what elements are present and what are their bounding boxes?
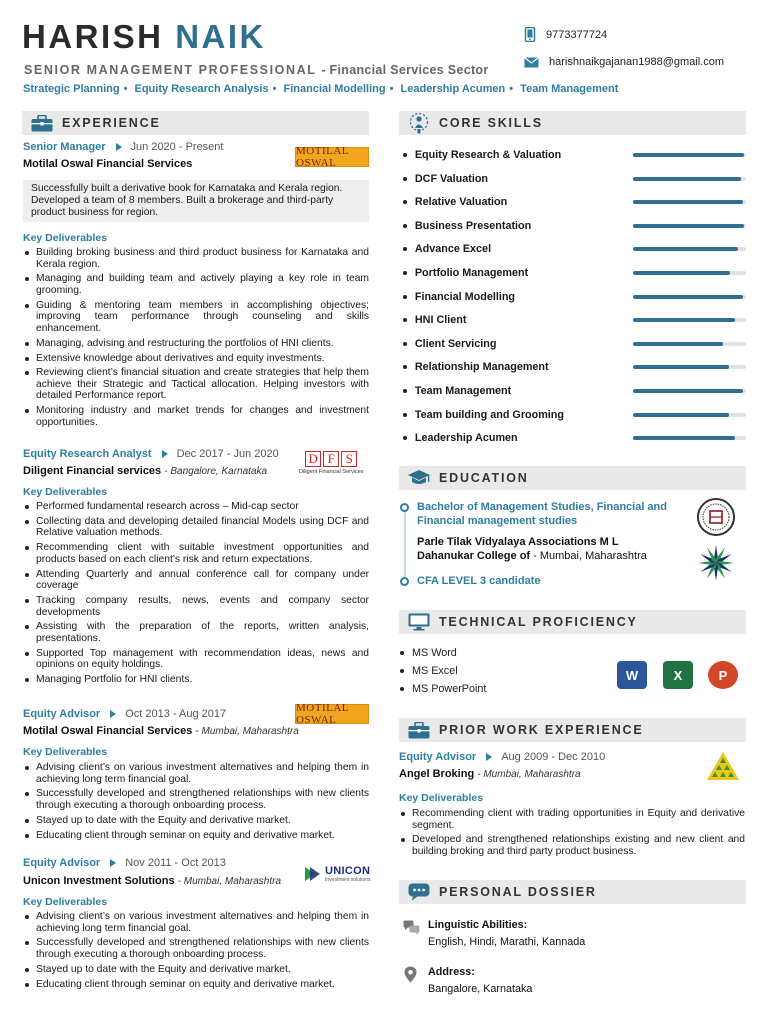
location-text: Mumbai, Maharashtra — [483, 769, 581, 780]
skill-level-fill — [633, 271, 731, 275]
company-title: Unicon Investment Solutions — [23, 875, 175, 887]
section-title: PERSONAL DOSSIER — [439, 885, 597, 899]
cfa-candidate: CFA LEVEL 3 candidate — [417, 575, 541, 587]
skill-level-bar — [633, 295, 746, 299]
skill-level-fill — [633, 177, 742, 181]
tag: Strategic Planning — [23, 83, 120, 95]
company-title: Diligent Financial services — [23, 465, 162, 477]
skill-level-bar — [633, 342, 746, 346]
title-main: SENIOR MANAGEMENT PROFESSIONAL — [24, 63, 317, 77]
logo-letter: F — [323, 451, 339, 467]
address-value: Bangalore, Karnataka — [428, 983, 533, 995]
role-dates: Oct 2013 - Aug 2017 — [125, 708, 227, 720]
role-title: Senior Manager — [23, 141, 106, 153]
skill-level-fill — [633, 413, 729, 417]
deliverables-list — [23, 762, 369, 844]
university-seal-icon — [694, 497, 738, 537]
skill-row — [400, 336, 746, 352]
envelope-icon — [524, 57, 539, 68]
email-contact — [524, 56, 724, 68]
skill-level-fill — [633, 295, 743, 299]
skill-level-bar — [633, 200, 746, 204]
bullet — [403, 177, 407, 181]
role-title: Equity Advisor — [23, 857, 101, 869]
list-item: Monitoring industry and market trends for changes and investment opportunities. — [23, 405, 369, 428]
list-item: Advising client’s on various investment alternatives and helping them in achieving long term financial goal. — [23, 762, 369, 785]
phone-contact — [524, 27, 607, 42]
list-item: Recommending client with suitable investment opportunities and products based on each client’s risk and return expectations. — [23, 542, 369, 565]
monitor-icon — [408, 613, 430, 631]
tag: Financial Modelling — [283, 83, 386, 95]
bullet — [403, 295, 407, 299]
section-title: TECHNICAL PROFICIENCY — [439, 615, 638, 629]
bullet — [403, 271, 407, 275]
list-item — [400, 683, 486, 695]
list-item: Stayed up to date with the Equity and derivative market. — [23, 964, 369, 976]
experience-header — [22, 111, 369, 135]
role-title: Equity Advisor — [399, 751, 477, 763]
institute-title: Parle Tilak Vidyalaya Associations M L Dahanukar College of — [417, 536, 619, 562]
skill-name: Team Management — [414, 385, 512, 397]
bullet — [403, 247, 407, 251]
list-item: Supported Top management with recommendation ideas, news and opinions on equity holdings. — [23, 648, 369, 671]
ms-excel-icon: X — [663, 661, 693, 689]
list-item: Managing, advising and restructuring the portfolios of HNI clients. — [23, 338, 369, 350]
skill-row — [400, 407, 746, 423]
list-item: Developed and strengthened relationships existing and new client and building broking and third party product business. — [399, 834, 745, 857]
skill-row — [400, 147, 746, 163]
languages-value: English, Hindi, Marathi, Kannada — [428, 936, 586, 948]
bullet — [403, 342, 407, 346]
bullet — [403, 413, 407, 417]
key-deliverables-label: Key Deliverables — [23, 746, 108, 758]
last-name: NAIK — [175, 18, 266, 55]
list-item: Tracking company results, news, events and company sector developments — [23, 595, 369, 618]
skill-row — [400, 265, 746, 281]
company-name — [399, 768, 581, 780]
skill-name: Relative Valuation — [414, 196, 508, 209]
prior-work-header — [399, 718, 746, 742]
list-item — [400, 647, 457, 659]
skill-level-bar — [633, 247, 746, 251]
first-name: HARISH — [22, 18, 164, 55]
angel-broking-logo-icon — [705, 750, 741, 782]
list-item: Performed fundamental research across – Mid-cap sector — [23, 501, 369, 513]
skill-level-fill — [633, 365, 729, 369]
role-dates: Jun 2020 - Present — [130, 141, 224, 153]
education-header — [399, 466, 746, 490]
tag: Equity Research Analysis — [134, 83, 269, 95]
skill-row — [400, 312, 746, 328]
bullet — [403, 389, 407, 393]
degree-title: Bachelor of Management Studies, Financial and Financial management studies — [417, 501, 667, 527]
briefcase-icon — [408, 722, 430, 739]
bullet — [400, 687, 404, 691]
skill-name: Client Servicing — [414, 337, 497, 350]
languages-label: Linguistic Abilities: — [428, 919, 528, 931]
tag-separator: • — [123, 83, 128, 95]
timeline-dot — [400, 503, 409, 512]
email-address: harishnaikgajanan1988@gmail.com — [549, 56, 725, 68]
list-item — [400, 665, 458, 677]
skill-level-bar — [633, 365, 746, 369]
skill-name: Equity Research & Valuation — [414, 149, 562, 161]
skill-row — [400, 171, 746, 187]
skill-row — [400, 430, 746, 446]
bullet — [403, 153, 407, 157]
motilal-oswal-logo: MOTILAL OSWAL — [295, 147, 369, 167]
skill-name: Relationship Management — [414, 361, 549, 374]
company-location: - Bangalore, Karnataka — [164, 466, 268, 477]
skill-level-fill — [633, 153, 744, 157]
logo-caption: Investment solutions — [325, 877, 371, 883]
role-dates: Nov 2011 - Oct 2013 — [125, 857, 226, 869]
chat-bubble-icon — [408, 883, 430, 901]
logo-caption: Diligent Financial Services — [299, 469, 364, 475]
software-name: MS PowerPoint — [412, 683, 487, 695]
skill-row — [400, 194, 746, 210]
ms-powerpoint-icon: P — [708, 661, 738, 689]
timeline-line — [404, 506, 406, 582]
technical-header — [399, 610, 746, 634]
location-text: Bangalore, Karnataka — [170, 466, 268, 477]
core-skills-header — [399, 111, 746, 135]
professional-title — [24, 63, 489, 77]
institute-name — [417, 535, 672, 563]
dfs-logo — [299, 451, 364, 475]
job-role — [399, 751, 605, 763]
skill-level-bar — [633, 177, 746, 181]
list-item: Extensive knowledge about derivatives and equity investments. — [23, 353, 369, 365]
logo-word: UNICON — [325, 865, 371, 877]
section-title: EDUCATION — [439, 471, 529, 485]
unicon-mark-icon — [303, 864, 323, 884]
location-text: Mumbai, Maharashtra — [183, 876, 282, 887]
deliverables-list — [23, 501, 369, 689]
list-item: Educating client through seminar on equity and derivative market. — [23, 830, 369, 842]
motilal-oswal-logo: MOTILAL OSWAL — [295, 704, 369, 724]
list-item: Attending Quarterly and annual conference call for company under coverage — [23, 569, 369, 592]
skill-row — [400, 218, 746, 234]
bullet — [400, 651, 404, 655]
skill-level-fill — [633, 342, 724, 346]
skill-level-fill — [633, 318, 735, 322]
bullet — [403, 436, 407, 440]
personal-dossier-header — [399, 880, 746, 904]
list-item: Assisting with the preparation of the reports, written analysis, presentations. — [23, 621, 369, 644]
skill-name: Leadership Acumen — [414, 432, 518, 445]
skill-name: Portfolio Management — [414, 267, 529, 279]
company-title: Motilal Oswal Financial Services — [23, 158, 193, 170]
skill-name: Advance Excel — [414, 243, 492, 256]
company-location: - Mumbai, Maharashtra — [477, 769, 581, 780]
list-item: Advising client’s on various investment alternatives and helping them in achieving long term financial goal. — [23, 911, 369, 934]
address-label: Address: — [428, 966, 475, 978]
company-name — [23, 725, 299, 737]
list-item: Guiding & mentoring team members in accomplishing objectives; improving team performance through counseling and skills enhancement. — [23, 300, 369, 335]
section-title: EXPERIENCE — [62, 116, 161, 130]
skill-level-fill — [633, 224, 744, 228]
company-location: - Mumbai, Maharashtra — [195, 726, 299, 737]
institute-location: - Mumbai, Maharashtra — [533, 550, 647, 562]
skill-level-fill — [633, 389, 743, 393]
location-pin-icon — [404, 966, 417, 983]
role-dates: Aug 2009 - Dec 2010 — [501, 751, 606, 763]
tag: Team Management — [520, 83, 619, 95]
tagline — [23, 83, 618, 95]
company-name — [23, 158, 192, 170]
skill-level-bar — [633, 153, 746, 157]
key-deliverables-label: Key Deliverables — [23, 232, 108, 244]
skill-level-bar — [633, 436, 746, 440]
deliverables-list — [399, 808, 745, 861]
phone-number: 9773377724 — [546, 28, 608, 41]
deliverables-list — [23, 911, 369, 993]
list-item: Reviewing client’s financial situation and create strategies that help them achieve their Strategic and Tactical allocation. Helping investors with detailed Performance report. — [23, 367, 369, 402]
leadership-icon — [407, 112, 431, 134]
skill-row — [400, 289, 746, 305]
tag-separator: • — [509, 83, 514, 95]
location-text: Mumbai, Maharashtra — [201, 726, 299, 737]
section-title: CORE SKILLS — [439, 116, 543, 130]
bullet — [403, 200, 407, 204]
triangle-right-icon — [110, 859, 116, 867]
bullet — [403, 365, 407, 369]
software-name: MS Word — [412, 647, 457, 659]
title-sub: - Financial Services Sector — [321, 63, 489, 77]
college-logo-icon — [696, 543, 736, 583]
candidate-name — [22, 18, 266, 56]
skill-level-bar — [633, 389, 746, 393]
skill-row — [400, 359, 746, 375]
section-title: PRIOR WORK EXPERIENCE — [439, 723, 644, 737]
timeline-dot — [400, 577, 409, 586]
list-item: Successfully developed and strengthened relationships with new clients through executing a thorough onboarding process. — [23, 937, 369, 960]
language-icon — [403, 920, 420, 935]
graduation-cap-icon — [407, 469, 431, 487]
skill-level-bar — [633, 271, 746, 275]
bullet — [403, 224, 407, 228]
skill-level-bar — [633, 224, 746, 228]
skill-row — [400, 383, 746, 399]
job-role — [23, 448, 279, 460]
company-name — [23, 875, 281, 887]
logo-letter: D — [305, 451, 321, 467]
unicon-logo — [303, 864, 371, 884]
role-title: Equity Advisor — [23, 708, 101, 720]
skill-level-fill — [633, 436, 735, 440]
list-item: Successfully developed and strengthened relationships with new clients through executing a thorough onboarding process. — [23, 788, 369, 811]
role-summary: Successfully built a derivative book for Karnataka and Kerala region. Developed a team of 8 members. Built a brokerage and third-party product business for region. — [23, 180, 369, 222]
role-dates: Dec 2017 - Jun 2020 — [176, 448, 279, 460]
deliverables-list — [23, 247, 369, 432]
phone-icon — [524, 27, 536, 42]
skill-name: HNI Client — [414, 314, 467, 327]
software-name: MS Excel — [412, 665, 458, 677]
tag: Leadership Acumen — [400, 83, 506, 95]
triangle-right-icon — [486, 753, 492, 761]
key-deliverables-label: Key Deliverables — [23, 486, 108, 498]
job-role — [23, 708, 226, 720]
skill-name: Team building and Grooming — [414, 408, 564, 421]
company-location: - Mumbai, Maharashtra — [177, 876, 282, 887]
ms-word-icon: W — [617, 661, 647, 689]
role-title: Equity Research Analyst — [23, 448, 152, 460]
skill-level-fill — [633, 247, 739, 251]
list-item: Collecting data and developing detailed financial Models using DCF and Relative valuation methods. — [23, 516, 369, 539]
skill-row — [400, 241, 746, 257]
company-title: Angel Broking — [399, 768, 475, 780]
job-role — [23, 141, 223, 153]
job-role — [23, 857, 226, 869]
triangle-right-icon — [116, 143, 122, 151]
list-item: Managing Portfolio for HNI clients. — [23, 674, 369, 686]
key-deliverables-label: Key Deliverables — [23, 896, 108, 908]
triangle-right-icon — [162, 450, 168, 458]
company-title: Motilal Oswal Financial Services — [23, 725, 193, 737]
list-item: Building broking business and third product business for Karnataka and Kerala region. — [23, 247, 369, 270]
logo-letter: S — [341, 451, 357, 467]
tag-separator: • — [272, 83, 277, 95]
bullet — [400, 669, 404, 673]
briefcase-icon — [31, 115, 53, 132]
list-item: Stayed up to date with the Equity and derivative market. — [23, 815, 369, 827]
skill-level-bar — [633, 413, 746, 417]
tag-separator: • — [389, 83, 394, 95]
skill-name: DCF Valuation — [414, 172, 489, 185]
skill-level-bar — [633, 318, 746, 322]
triangle-right-icon — [110, 710, 116, 718]
list-item: Recommending client with trading opportunities in Equity and derivative segment. — [399, 808, 745, 831]
company-name — [23, 465, 267, 477]
skill-name: Financial Modelling — [414, 290, 516, 303]
key-deliverables-label: Key Deliverables — [399, 792, 484, 804]
list-item: Managing and building team and actively playing a key role in team grooming. — [23, 273, 369, 296]
skill-level-fill — [633, 200, 743, 204]
skill-name: Business Presentation — [414, 219, 532, 232]
bullet — [403, 318, 407, 322]
list-item: Educating client through seminar on equity and derivative market. — [23, 979, 369, 991]
